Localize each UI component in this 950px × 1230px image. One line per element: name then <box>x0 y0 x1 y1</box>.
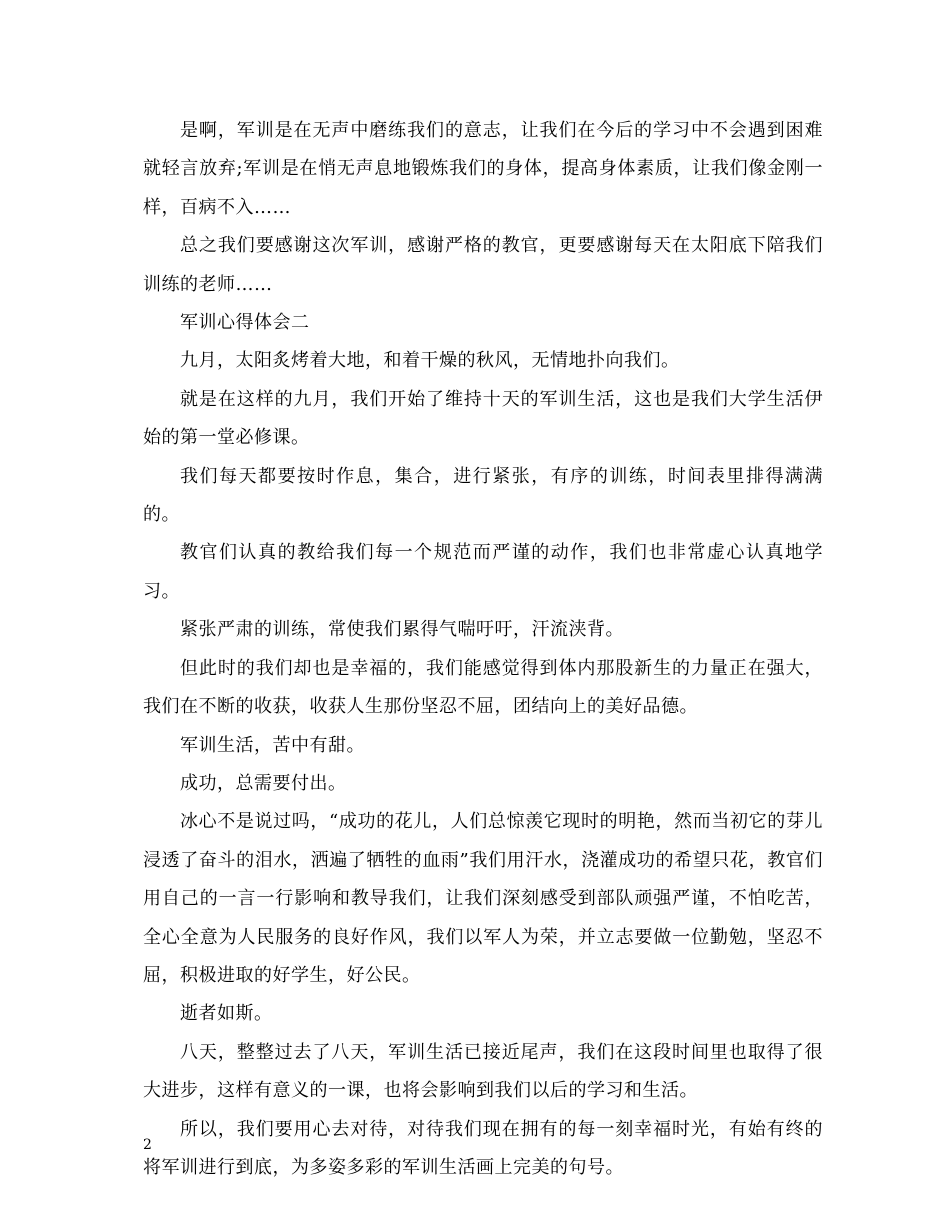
paragraph: 成功，总需要付出。 <box>180 772 347 794</box>
paragraph: 冰心不是说过吗，“成功的花儿，人们总惊羡它现时的明艳，然而当初它的芽儿浸透了奋斗的泪水，洒遍了牺牲的血雨”我们用汗水，浇灌成功的希望只花，教官们用自己的一言一行影响和教导我们，让我们深刻感受到部队顽强严谨，不怕吃苦，全心全意为人民服务的良好作风，我们以军人为荣，并立志要做一位勤勉，坚忍不屈，积极进取的好学生，好公民。 <box>143 811 823 986</box>
paragraph: 是啊，军训是在无声中磨练我们的意志，让我们在今后的学习中不会遇到困难就轻言放弃;军训是在悄无声息地锻炼我们的身体，提高身体素质，让我们像金刚一样，百病不入…… <box>143 120 823 218</box>
paragraph: 九月，太阳炙烤着大地，和着干燥的秋风，无情地扑向我们。 <box>180 350 680 372</box>
paragraph: 但此时的我们却也是幸福的，我们能感觉得到体内那股新生的力量正在强大，我们在不断的收获，收获人生那份坚忍不屈，团结向上的美好品德。 <box>143 657 823 718</box>
paragraph: 就是在这样的九月，我们开始了维持十天的军训生活，这也是我们大学生活伊始的第一堂必修课。 <box>143 388 823 449</box>
paragraph: 逝者如斯。 <box>180 1003 273 1025</box>
paragraph: 八天，整整过去了八天，军训生活已接近尾声，我们在这段时间里也取得了很大进步，这样有意义的一课，也将会影响到我们以后的学习和生活。 <box>143 1041 823 1102</box>
paragraph: 教官们认真的教给我们每一个规范而严谨的动作，我们也非常虚心认真地学习。 <box>143 542 823 602</box>
paragraph: 所以，我们要用心去对待，对待我们现在拥有的每一刻幸福时光，有始有终的将军训进行到底，为多姿多彩的军训生活画上完美的句号。 <box>143 1118 823 1178</box>
paragraph: 总之我们要感谢这次军训，感谢严格的教官，更要感谢每天在太阳底下陪我们训练的老师…… <box>143 235 823 295</box>
paragraph: 紧张严肃的训练，常使我们累得气喘吁吁，汗流浃背。 <box>180 619 624 641</box>
section-heading: 军训心得体会二 <box>180 312 310 334</box>
page-number: 2 <box>143 1137 152 1153</box>
document-body <box>143 112 823 1187</box>
paragraph: 军训生活，苦中有甜。 <box>180 734 365 756</box>
paragraph: 我们每天都要按时作息，集合，进行紧张，有序的训练，时间表里排得满满的。 <box>143 465 823 526</box>
